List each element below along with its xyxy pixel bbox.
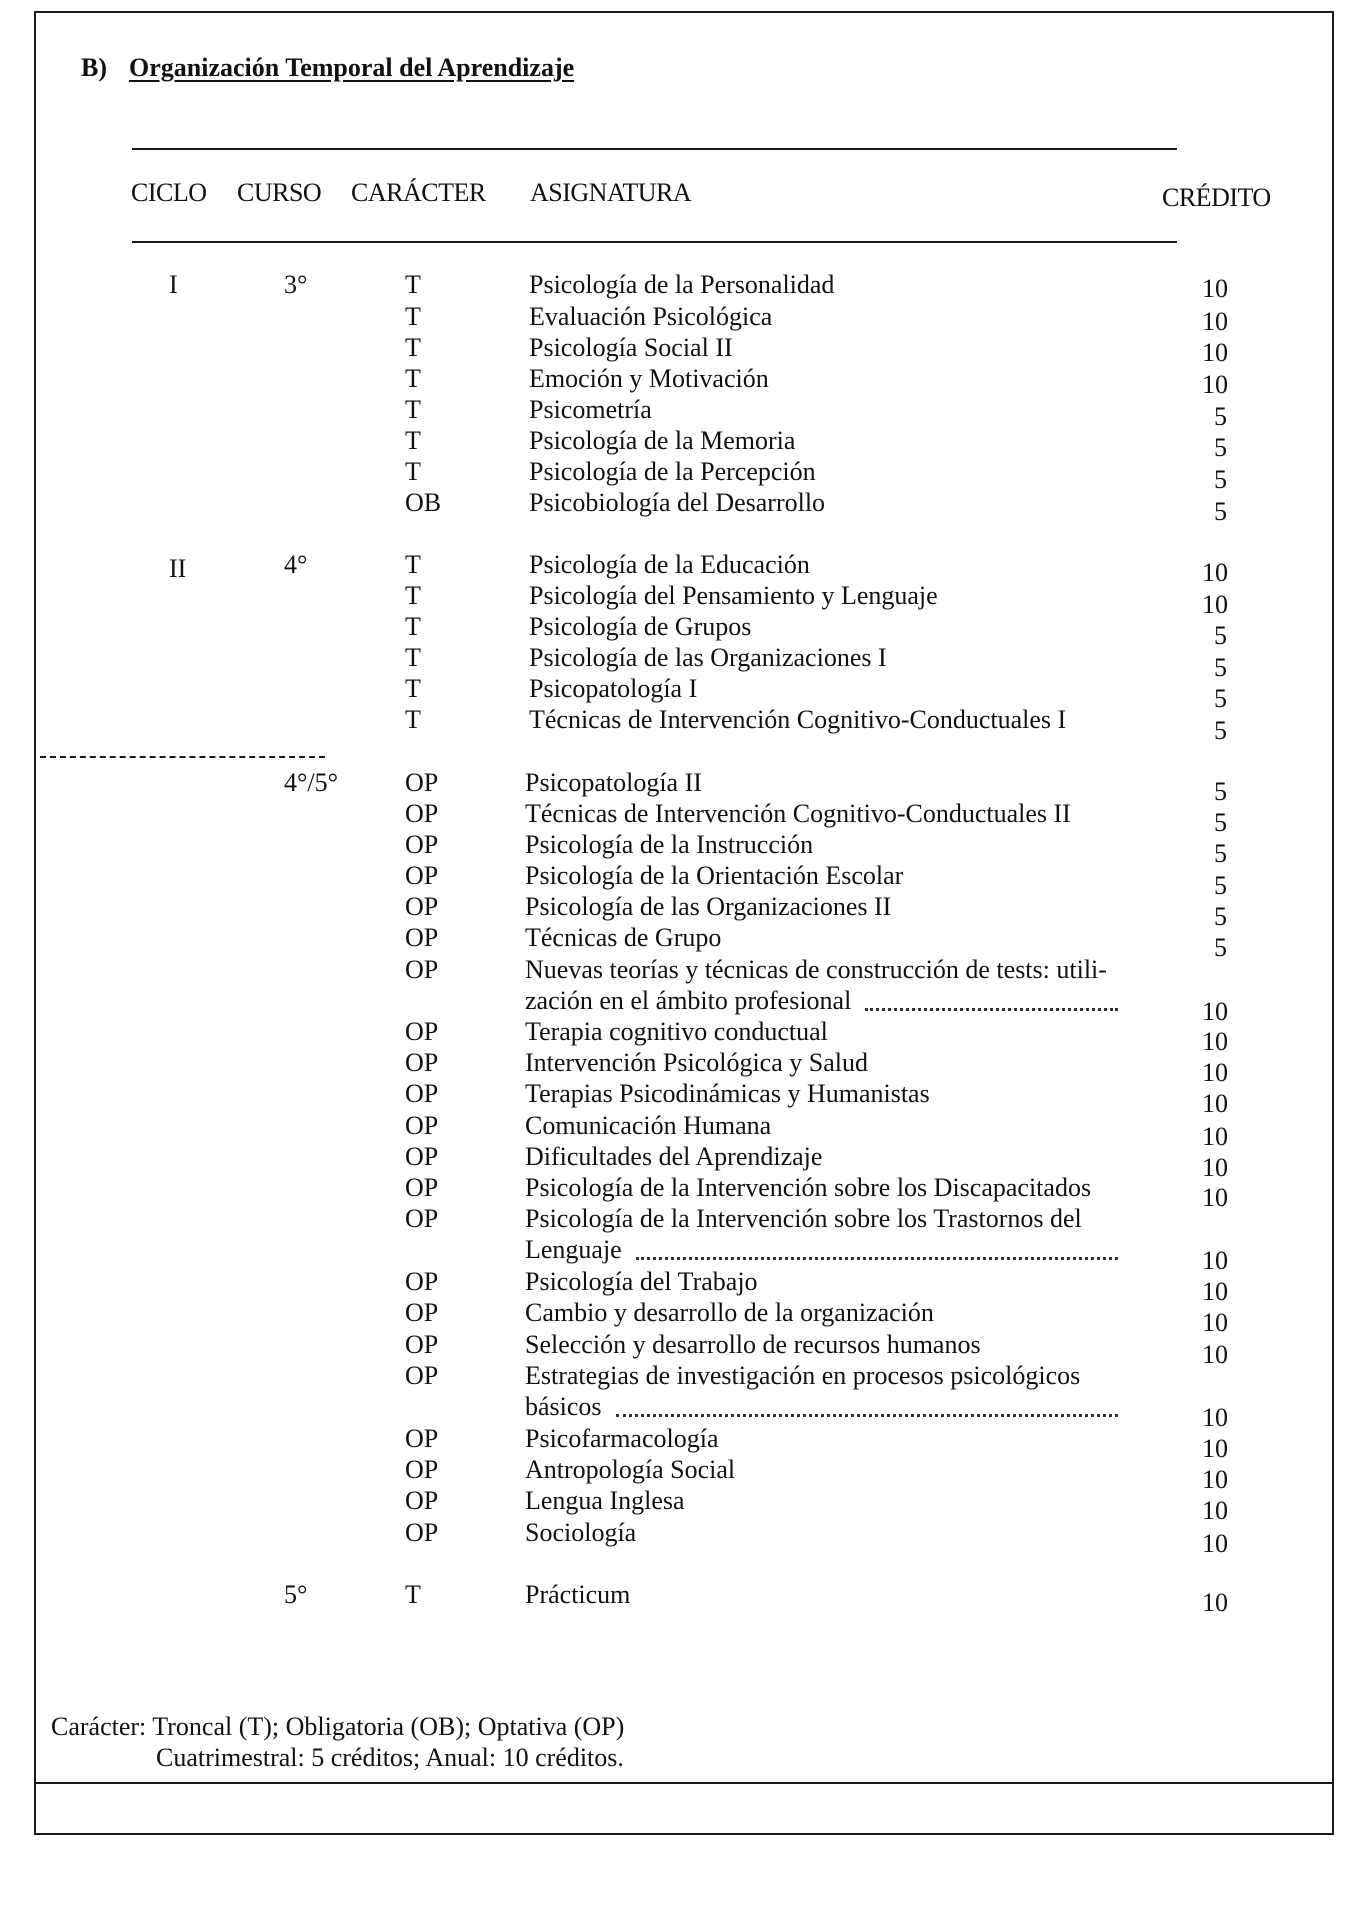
asignatura-cell: Psicobiología del Desarrollo xyxy=(529,488,826,517)
caracter-cell: T xyxy=(405,705,421,734)
asignatura-cell: Psicofarmacología xyxy=(525,1424,719,1453)
credito-cell: 5 xyxy=(1214,716,1227,745)
header-asignatura: ASIGNATURA xyxy=(530,178,692,207)
credits-note: Cuatrimestral: 5 créditos; Anual: 10 créditos. xyxy=(156,1743,624,1772)
curso-cell: 4°/5° xyxy=(284,768,339,797)
credito-cell: 10 xyxy=(1202,1027,1228,1056)
asignatura-cell: Sociología xyxy=(525,1518,637,1547)
credito-cell: 10 xyxy=(1202,1340,1228,1369)
credito-cell: 5 xyxy=(1214,402,1227,431)
caracter-cell: T xyxy=(405,457,421,486)
credito-cell: 10 xyxy=(1202,1308,1228,1337)
caracter-cell: OP xyxy=(405,1424,439,1453)
asignatura-cell: Psicometría xyxy=(529,395,652,424)
header-credito: CRÉDITO xyxy=(1162,183,1271,212)
caracter-cell: T xyxy=(405,426,421,455)
credito-cell: 5 xyxy=(1214,808,1227,837)
asignatura-cell: Psicología de la Memoria xyxy=(529,426,796,455)
caracter-cell: T xyxy=(405,395,421,424)
caracter-cell: T xyxy=(405,581,421,610)
credito-cell: 10 xyxy=(1202,558,1228,587)
asignatura-cell: Psicología de la Personalidad xyxy=(529,270,835,299)
asignatura-cell: Antropología Social xyxy=(525,1455,736,1484)
asignatura-cell: Psicología del Pensamiento y Lenguaje xyxy=(529,581,938,610)
curso-cell: 3° xyxy=(284,270,308,299)
section-heading xyxy=(81,53,574,83)
asignatura-cell: Técnicas de Grupo xyxy=(525,923,722,952)
header-ciclo: CICLO xyxy=(131,178,207,207)
caracter-cell: OP xyxy=(405,1173,439,1202)
asignatura-cell: Técnicas de Intervención Cognitivo-Conductuales I xyxy=(529,705,1067,734)
caracter-cell: T xyxy=(405,674,421,703)
asignatura-cell: Psicología del Trabajo xyxy=(525,1267,758,1296)
credito-cell: 5 xyxy=(1214,433,1227,462)
credito-cell: 10 xyxy=(1202,1153,1228,1182)
asignatura-cell: Selección y desarrollo de recursos humanos xyxy=(525,1330,981,1359)
asignatura-cell: Psicología de la Percepción xyxy=(529,457,816,486)
asignatura-cell: Psicología de las Organizaciones II xyxy=(525,892,892,921)
asignatura-cell: Psicología Social II xyxy=(529,333,733,362)
credito-cell: 5 xyxy=(1214,933,1227,962)
caracter-cell: OP xyxy=(405,1204,439,1233)
asignatura-cell: Psicología de la Intervención sobre los Trastornos del Lenguaje xyxy=(525,1204,1082,1264)
credito-cell: 10 xyxy=(1202,1089,1228,1118)
credito-cell: 10 xyxy=(1202,274,1228,303)
credito-cell: 10 xyxy=(1202,370,1228,399)
caracter-cell: OP xyxy=(405,861,439,890)
credito-cell: 10 xyxy=(1202,1529,1228,1558)
asignatura-cell: Psicología de Grupos xyxy=(529,612,752,641)
asignatura-cell: Comunicación Humana xyxy=(525,1111,772,1140)
caracter-cell: OP xyxy=(405,1111,439,1140)
caracter-cell: OP xyxy=(405,1330,439,1359)
credito-cell: 5 xyxy=(1214,497,1227,526)
caracter-cell: T xyxy=(405,270,421,299)
credito-cell: 5 xyxy=(1214,871,1227,900)
caracter-cell: T xyxy=(405,612,421,641)
caracter-cell: OP xyxy=(405,768,439,797)
asignatura-cell: Psicopatología I xyxy=(529,674,698,703)
caracter-cell: T xyxy=(405,333,421,362)
credito-cell: 10 xyxy=(1202,1496,1228,1525)
dotted-leader xyxy=(616,1414,1118,1417)
caracter-cell: OP xyxy=(405,1455,439,1484)
caracter-cell: OP xyxy=(405,955,439,984)
caracter-cell: OP xyxy=(405,1267,439,1296)
asignatura-cell: Emoción y Motivación xyxy=(529,364,769,393)
credito-cell: 10 xyxy=(1202,997,1228,1026)
caracter-cell: OP xyxy=(405,1017,439,1046)
curso-cell: 5° xyxy=(284,1580,308,1609)
credito-cell: 10 xyxy=(1202,1465,1228,1494)
ciclo-cell: I xyxy=(169,270,178,299)
asignatura-cell: Estrategias de investigación en procesos psicológicos básicos xyxy=(525,1361,1081,1421)
section-dashed-rule xyxy=(40,756,325,758)
credito-cell: 5 xyxy=(1214,777,1227,806)
header-bottom-rule xyxy=(132,241,1177,243)
frame-bottom-rule xyxy=(36,1782,1332,1784)
credito-cell: 10 xyxy=(1202,1588,1228,1617)
header-top-rule xyxy=(132,148,1177,150)
caracter-cell: OP xyxy=(405,1486,439,1515)
caracter-cell: OP xyxy=(405,799,439,828)
credito-cell: 10 xyxy=(1202,1434,1228,1463)
asignatura-cell: Psicología de la Orientación Escolar xyxy=(525,861,904,890)
credito-cell: 10 xyxy=(1202,307,1228,336)
asignatura-cell: Lengua Inglesa xyxy=(525,1486,685,1515)
caracter-cell: OB xyxy=(405,488,442,517)
credito-cell: 5 xyxy=(1214,465,1227,494)
header-curso: CURSO xyxy=(237,178,322,207)
caracter-cell: OP xyxy=(405,1518,439,1547)
asignatura-cell: Nuevas teorías y técnicas de construcción de tests: utili- zación en el ámbito profesional xyxy=(525,955,1107,1015)
caracter-cell: OP xyxy=(405,1048,439,1077)
asignatura-cell: Intervención Psicológica y Salud xyxy=(525,1048,868,1077)
section-letter: B) xyxy=(81,53,107,82)
credito-cell: 10 xyxy=(1202,1246,1228,1275)
asignatura-cell: Psicología de la Intervención sobre los Discapacitados xyxy=(525,1173,1092,1202)
curso-cell: 4° xyxy=(284,550,308,579)
caracter-cell: OP xyxy=(405,923,439,952)
caracter-cell: OP xyxy=(405,1298,439,1327)
credito-cell: 5 xyxy=(1214,653,1227,682)
credito-cell: 10 xyxy=(1202,590,1228,619)
credito-cell: 5 xyxy=(1214,621,1227,650)
dotted-leader xyxy=(865,1008,1118,1011)
asignatura-cell: Prácticum xyxy=(525,1580,631,1609)
caracter-cell: T xyxy=(405,302,421,331)
caracter-cell: OP xyxy=(405,1142,439,1171)
asignatura-cell: Terapias Psicodinámicas y Humanistas xyxy=(525,1079,930,1108)
asignatura-cell: Psicología de las Organizaciones I xyxy=(529,643,887,672)
credito-cell: 10 xyxy=(1202,1403,1228,1432)
caracter-cell: OP xyxy=(405,1361,439,1390)
caracter-cell: OP xyxy=(405,892,439,921)
asignatura-cell: Cambio y desarrollo de la organización xyxy=(525,1298,934,1327)
caracter-cell: OP xyxy=(405,1079,439,1108)
asignatura-cell: Terapia cognitivo conductual xyxy=(525,1017,828,1046)
asignatura-cell: Psicología de la Educación xyxy=(529,550,810,579)
credito-cell: 5 xyxy=(1214,839,1227,868)
caracter-cell: T xyxy=(405,1580,421,1609)
asignatura-cell: Evaluación Psicológica xyxy=(529,302,773,331)
asignatura-cell: Psicología de la Instrucción xyxy=(525,830,814,859)
credito-cell: 10 xyxy=(1202,1122,1228,1151)
asignatura-cell: Psicopatología II xyxy=(525,768,702,797)
ciclo-cell: II xyxy=(169,554,187,583)
asignatura-cell: Técnicas de Intervención Cognitivo-Conductuales II xyxy=(525,799,1071,828)
caracter-cell: T xyxy=(405,643,421,672)
dotted-leader xyxy=(636,1257,1118,1260)
credito-cell: 10 xyxy=(1202,1277,1228,1306)
credito-cell: 5 xyxy=(1214,684,1227,713)
caracter-cell: OP xyxy=(405,830,439,859)
credito-cell: 10 xyxy=(1202,1058,1228,1087)
caracter-cell: T xyxy=(405,550,421,579)
asignatura-cell: Dificultades del Aprendizaje xyxy=(525,1142,823,1171)
caracter-cell: T xyxy=(405,364,421,393)
character-legend: Carácter: Troncal (T); Obligatoria (OB); Optativa (OP) xyxy=(51,1712,625,1741)
credito-cell: 10 xyxy=(1202,338,1228,367)
credito-cell: 5 xyxy=(1214,902,1227,931)
section-title: Organización Temporal del Aprendizaje xyxy=(129,53,575,82)
header-caracter: CARÁCTER xyxy=(351,178,486,207)
credito-cell: 10 xyxy=(1202,1183,1228,1212)
